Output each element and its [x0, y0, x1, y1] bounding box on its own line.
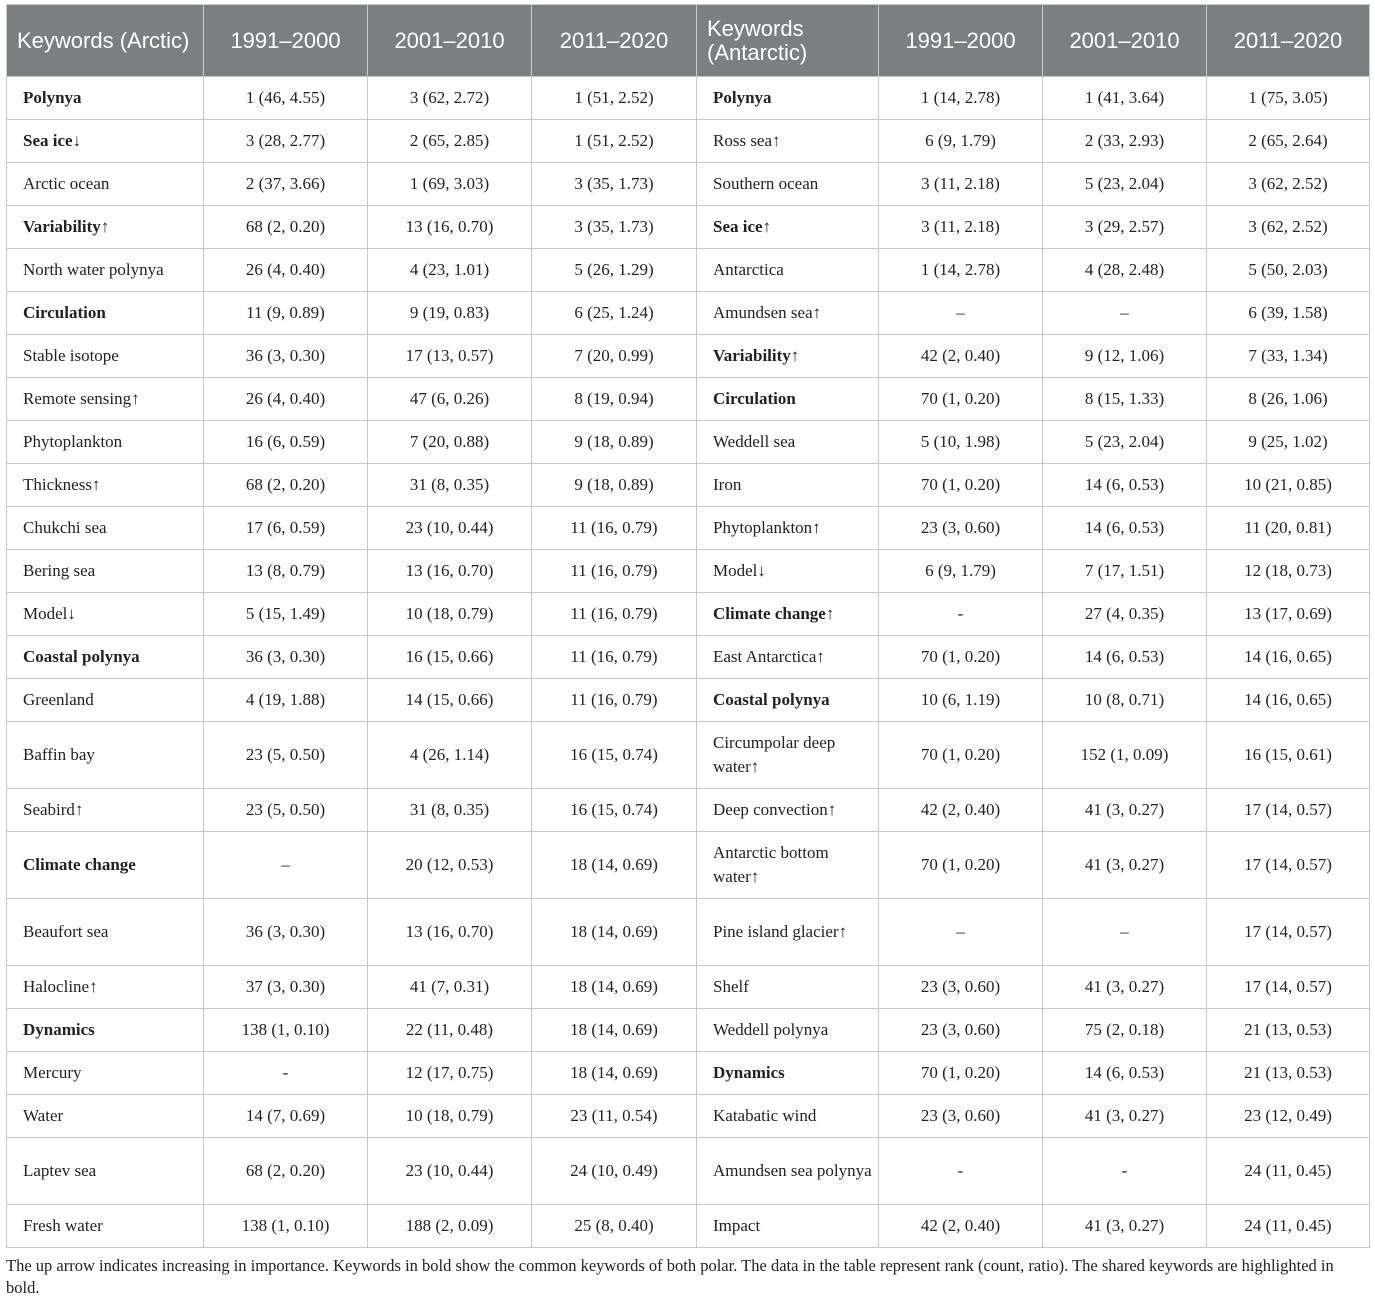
antarctic-2011-2020-cell: 6 (39, 1.58) — [1207, 292, 1370, 335]
header-keywords-arctic: Keywords (Arctic) — [7, 5, 204, 77]
antarctic-2011-2020-cell: 13 (17, 0.69) — [1207, 593, 1370, 636]
arctic-2011-2020-cell: 11 (16, 0.79) — [532, 507, 697, 550]
header-antarctic-1991-2000: 1991–2000 — [879, 5, 1043, 77]
arctic-keyword-cell: Baffin bay — [7, 722, 204, 789]
arctic-2001-2010-cell: 17 (13, 0.57) — [368, 335, 532, 378]
table-row — [7, 464, 1370, 507]
antarctic-2001-2010-cell: 41 (3, 0.27) — [1043, 832, 1207, 899]
table-row — [7, 593, 1370, 636]
table-row — [7, 206, 1370, 249]
table-row — [7, 507, 1370, 550]
antarctic-keyword-cell: Southern ocean — [697, 163, 879, 206]
antarctic-1991-2000-cell: 23 (3, 0.60) — [879, 1095, 1043, 1138]
table-row — [7, 789, 1370, 832]
antarctic-2001-2010-cell: 5 (23, 2.04) — [1043, 163, 1207, 206]
arctic-2011-2020-cell: 23 (11, 0.54) — [532, 1095, 697, 1138]
arctic-2001-2010-cell: 20 (12, 0.53) — [368, 832, 532, 899]
antarctic-keyword-cell: Variability↑ — [697, 335, 879, 378]
table-row — [7, 292, 1370, 335]
antarctic-1991-2000-cell: 5 (10, 1.98) — [879, 421, 1043, 464]
antarctic-2011-2020-cell: 3 (62, 2.52) — [1207, 206, 1370, 249]
arctic-1991-2000-cell: 138 (1, 0.10) — [204, 1205, 368, 1248]
antarctic-2011-2020-cell: 24 (11, 0.45) — [1207, 1138, 1370, 1205]
antarctic-2011-2020-cell: 24 (11, 0.45) — [1207, 1205, 1370, 1248]
arctic-2011-2020-cell: 5 (26, 1.29) — [532, 249, 697, 292]
antarctic-1991-2000-cell: – — [879, 899, 1043, 966]
arctic-2011-2020-cell: 9 (18, 0.89) — [532, 421, 697, 464]
table-footnote: The up arrow indicates increasing in importance. Keywords in bold show the common keywords of both polar. The data in the table represent rank (count, ratio). The shared keywords are highlighted in bold. — [6, 1256, 1334, 1297]
header-arctic-2001-2010: 2001–2010 — [368, 5, 532, 77]
antarctic-keyword-cell: Antarctic bottom water↑ — [697, 832, 879, 899]
arctic-2001-2010-cell: 13 (16, 0.70) — [368, 899, 532, 966]
arctic-1991-2000-cell: 11 (9, 0.89) — [204, 292, 368, 335]
arctic-keyword-cell: Laptev sea — [7, 1138, 204, 1205]
arctic-2001-2010-cell: 12 (17, 0.75) — [368, 1052, 532, 1095]
arctic-keyword-cell: Chukchi sea — [7, 507, 204, 550]
arctic-1991-2000-cell: 23 (5, 0.50) — [204, 789, 368, 832]
antarctic-2011-2020-cell: 9 (25, 1.02) — [1207, 421, 1370, 464]
arctic-keyword-cell: Dynamics — [7, 1009, 204, 1052]
antarctic-1991-2000-cell: 3 (11, 2.18) — [879, 206, 1043, 249]
table-row — [7, 77, 1370, 120]
table-row — [7, 1095, 1370, 1138]
table-row — [7, 679, 1370, 722]
arctic-2001-2010-cell: 31 (8, 0.35) — [368, 789, 532, 832]
arctic-1991-2000-cell: 2 (37, 3.66) — [204, 163, 368, 206]
antarctic-2011-2020-cell: 17 (14, 0.57) — [1207, 789, 1370, 832]
table-row — [7, 120, 1370, 163]
antarctic-2001-2010-cell: – — [1043, 899, 1207, 966]
arctic-2001-2010-cell: 16 (15, 0.66) — [368, 636, 532, 679]
antarctic-keyword-cell: Impact — [697, 1205, 879, 1248]
antarctic-1991-2000-cell: 70 (1, 0.20) — [879, 722, 1043, 789]
arctic-1991-2000-cell: 68 (2, 0.20) — [204, 464, 368, 507]
arctic-2011-2020-cell: 1 (51, 2.52) — [532, 77, 697, 120]
arctic-2011-2020-cell: 18 (14, 0.69) — [532, 1052, 697, 1095]
table-row — [7, 899, 1370, 966]
antarctic-2011-2020-cell: 12 (18, 0.73) — [1207, 550, 1370, 593]
arctic-2011-2020-cell: 1 (51, 2.52) — [532, 120, 697, 163]
header-arctic-1991-2000: 1991–2000 — [204, 5, 368, 77]
table-row — [7, 378, 1370, 421]
arctic-2001-2010-cell: 31 (8, 0.35) — [368, 464, 532, 507]
antarctic-1991-2000-cell: 70 (1, 0.20) — [879, 464, 1043, 507]
arctic-keyword-cell: Coastal polynya — [7, 636, 204, 679]
antarctic-keyword-cell: Antarctica — [697, 249, 879, 292]
arctic-2011-2020-cell: 11 (16, 0.79) — [532, 593, 697, 636]
arctic-keyword-cell: Arctic ocean — [7, 163, 204, 206]
keyword-table-container — [6, 4, 1369, 1248]
table-row — [7, 722, 1370, 789]
antarctic-2011-2020-cell: 11 (20, 0.81) — [1207, 507, 1370, 550]
arctic-2011-2020-cell: 6 (25, 1.24) — [532, 292, 697, 335]
arctic-1991-2000-cell: 36 (3, 0.30) — [204, 899, 368, 966]
arctic-2001-2010-cell: 2 (65, 2.85) — [368, 120, 532, 163]
arctic-1991-2000-cell: 3 (28, 2.77) — [204, 120, 368, 163]
arctic-keyword-cell: Remote sensing↑ — [7, 378, 204, 421]
arctic-1991-2000-cell: 1 (46, 4.55) — [204, 77, 368, 120]
arctic-2011-2020-cell: 3 (35, 1.73) — [532, 163, 697, 206]
arctic-2011-2020-cell: 9 (18, 0.89) — [532, 464, 697, 507]
antarctic-keyword-cell: Circumpolar deep water↑ — [697, 722, 879, 789]
table-row — [7, 1052, 1370, 1095]
arctic-2001-2010-cell: 13 (16, 0.70) — [368, 206, 532, 249]
antarctic-1991-2000-cell: 10 (6, 1.19) — [879, 679, 1043, 722]
antarctic-2001-2010-cell: 41 (3, 0.27) — [1043, 789, 1207, 832]
antarctic-keyword-cell: Weddell sea — [697, 421, 879, 464]
antarctic-keyword-cell: Pine island glacier↑ — [697, 899, 879, 966]
antarctic-1991-2000-cell: 23 (3, 0.60) — [879, 507, 1043, 550]
antarctic-1991-2000-cell: 70 (1, 0.20) — [879, 636, 1043, 679]
antarctic-2011-2020-cell: 16 (15, 0.61) — [1207, 722, 1370, 789]
arctic-1991-2000-cell: 36 (3, 0.30) — [204, 335, 368, 378]
antarctic-1991-2000-cell: 70 (1, 0.20) — [879, 832, 1043, 899]
antarctic-2011-2020-cell: 23 (12, 0.49) — [1207, 1095, 1370, 1138]
antarctic-keyword-cell: Dynamics — [697, 1052, 879, 1095]
antarctic-1991-2000-cell: 70 (1, 0.20) — [879, 1052, 1043, 1095]
arctic-2011-2020-cell: 16 (15, 0.74) — [532, 789, 697, 832]
arctic-2011-2020-cell: 18 (14, 0.69) — [532, 966, 697, 1009]
antarctic-2001-2010-cell: 14 (6, 0.53) — [1043, 636, 1207, 679]
antarctic-2001-2010-cell: 9 (12, 1.06) — [1043, 335, 1207, 378]
antarctic-1991-2000-cell: 1 (14, 2.78) — [879, 249, 1043, 292]
antarctic-keyword-cell: Model↓ — [697, 550, 879, 593]
antarctic-1991-2000-cell: 1 (14, 2.78) — [879, 77, 1043, 120]
arctic-2001-2010-cell: 41 (7, 0.31) — [368, 966, 532, 1009]
arctic-2001-2010-cell: 9 (19, 0.83) — [368, 292, 532, 335]
antarctic-1991-2000-cell: 6 (9, 1.79) — [879, 120, 1043, 163]
arctic-2001-2010-cell: 47 (6, 0.26) — [368, 378, 532, 421]
arctic-2001-2010-cell: 10 (18, 0.79) — [368, 1095, 532, 1138]
antarctic-1991-2000-cell: 42 (2, 0.40) — [879, 789, 1043, 832]
arctic-1991-2000-cell: 5 (15, 1.49) — [204, 593, 368, 636]
arctic-2001-2010-cell: 10 (18, 0.79) — [368, 593, 532, 636]
antarctic-keyword-cell: Iron — [697, 464, 879, 507]
antarctic-2011-2020-cell: 7 (33, 1.34) — [1207, 335, 1370, 378]
arctic-1991-2000-cell: 68 (2, 0.20) — [204, 1138, 368, 1205]
arctic-keyword-cell: Water — [7, 1095, 204, 1138]
arctic-keyword-cell: North water polynya — [7, 249, 204, 292]
arctic-2001-2010-cell: 14 (15, 0.66) — [368, 679, 532, 722]
antarctic-2001-2010-cell: 41 (3, 0.27) — [1043, 1205, 1207, 1248]
antarctic-2001-2010-cell: 2 (33, 2.93) — [1043, 120, 1207, 163]
antarctic-2011-2020-cell: 14 (16, 0.65) — [1207, 679, 1370, 722]
antarctic-2001-2010-cell: - — [1043, 1138, 1207, 1205]
antarctic-2011-2020-cell: 5 (50, 2.03) — [1207, 249, 1370, 292]
antarctic-1991-2000-cell: – — [879, 292, 1043, 335]
arctic-2011-2020-cell: 18 (14, 0.69) — [532, 899, 697, 966]
arctic-1991-2000-cell: 17 (6, 0.59) — [204, 507, 368, 550]
arctic-2011-2020-cell: 25 (8, 0.40) — [532, 1205, 697, 1248]
arctic-1991-2000-cell: 138 (1, 0.10) — [204, 1009, 368, 1052]
antarctic-keyword-cell: Amundsen sea polynya — [697, 1138, 879, 1205]
arctic-1991-2000-cell: - — [204, 1052, 368, 1095]
antarctic-2001-2010-cell: 27 (4, 0.35) — [1043, 593, 1207, 636]
arctic-1991-2000-cell: 37 (3, 0.30) — [204, 966, 368, 1009]
antarctic-1991-2000-cell: 6 (9, 1.79) — [879, 550, 1043, 593]
arctic-2011-2020-cell: 11 (16, 0.79) — [532, 679, 697, 722]
table-row — [7, 966, 1370, 1009]
antarctic-1991-2000-cell: 42 (2, 0.40) — [879, 1205, 1043, 1248]
arctic-2011-2020-cell: 7 (20, 0.99) — [532, 335, 697, 378]
arctic-keyword-cell: Sea ice↓ — [7, 120, 204, 163]
antarctic-2011-2020-cell: 21 (13, 0.53) — [1207, 1009, 1370, 1052]
antarctic-2001-2010-cell: 14 (6, 0.53) — [1043, 507, 1207, 550]
arctic-keyword-cell: Halocline↑ — [7, 966, 204, 1009]
antarctic-keyword-cell: Shelf — [697, 966, 879, 1009]
arctic-keyword-cell: Beaufort sea — [7, 899, 204, 966]
header-arctic-2011-2020: 2011–2020 — [532, 5, 697, 77]
antarctic-keyword-cell: Climate change↑ — [697, 593, 879, 636]
antarctic-2011-2020-cell: 10 (21, 0.85) — [1207, 464, 1370, 507]
table-header-row — [7, 5, 1370, 77]
antarctic-keyword-cell: Polynya — [697, 77, 879, 120]
arctic-keyword-cell: Climate change — [7, 832, 204, 899]
antarctic-2001-2010-cell: 14 (6, 0.53) — [1043, 1052, 1207, 1095]
arctic-1991-2000-cell: – — [204, 832, 368, 899]
arctic-1991-2000-cell: 4 (19, 1.88) — [204, 679, 368, 722]
table-body — [7, 77, 1370, 1248]
antarctic-keyword-cell: Coastal polynya — [697, 679, 879, 722]
antarctic-1991-2000-cell: 42 (2, 0.40) — [879, 335, 1043, 378]
arctic-keyword-cell: Seabird↑ — [7, 789, 204, 832]
arctic-2011-2020-cell: 11 (16, 0.79) — [532, 550, 697, 593]
arctic-1991-2000-cell: 26 (4, 0.40) — [204, 378, 368, 421]
arctic-2011-2020-cell: 8 (19, 0.94) — [532, 378, 697, 421]
antarctic-2001-2010-cell: 41 (3, 0.27) — [1043, 966, 1207, 1009]
arctic-1991-2000-cell: 16 (6, 0.59) — [204, 421, 368, 464]
arctic-2011-2020-cell: 18 (14, 0.69) — [532, 1009, 697, 1052]
arctic-1991-2000-cell: 14 (7, 0.69) — [204, 1095, 368, 1138]
antarctic-2001-2010-cell: 41 (3, 0.27) — [1043, 1095, 1207, 1138]
antarctic-2001-2010-cell: 7 (17, 1.51) — [1043, 550, 1207, 593]
arctic-2001-2010-cell: 7 (20, 0.88) — [368, 421, 532, 464]
arctic-keyword-cell: Model↓ — [7, 593, 204, 636]
arctic-keyword-cell: Greenland — [7, 679, 204, 722]
arctic-1991-2000-cell: 13 (8, 0.79) — [204, 550, 368, 593]
antarctic-2001-2010-cell: 4 (28, 2.48) — [1043, 249, 1207, 292]
arctic-keyword-cell: Stable isotope — [7, 335, 204, 378]
antarctic-2011-2020-cell: 2 (65, 2.64) — [1207, 120, 1370, 163]
antarctic-2001-2010-cell: 10 (8, 0.71) — [1043, 679, 1207, 722]
table-row — [7, 550, 1370, 593]
antarctic-keyword-cell: East Antarctica↑ — [697, 636, 879, 679]
arctic-1991-2000-cell: 36 (3, 0.30) — [204, 636, 368, 679]
antarctic-2011-2020-cell: 3 (62, 2.52) — [1207, 163, 1370, 206]
antarctic-2001-2010-cell: 3 (29, 2.57) — [1043, 206, 1207, 249]
antarctic-2011-2020-cell: 17 (14, 0.57) — [1207, 966, 1370, 1009]
arctic-2011-2020-cell: 11 (16, 0.79) — [532, 636, 697, 679]
antarctic-1991-2000-cell: 3 (11, 2.18) — [879, 163, 1043, 206]
antarctic-2001-2010-cell: 152 (1, 0.09) — [1043, 722, 1207, 789]
arctic-keyword-cell: Polynya — [7, 77, 204, 120]
arctic-keyword-cell: Mercury — [7, 1052, 204, 1095]
arctic-2001-2010-cell: 13 (16, 0.70) — [368, 550, 532, 593]
arctic-2001-2010-cell: 1 (69, 3.03) — [368, 163, 532, 206]
antarctic-2011-2020-cell: 1 (75, 3.05) — [1207, 77, 1370, 120]
antarctic-1991-2000-cell: 23 (3, 0.60) — [879, 1009, 1043, 1052]
arctic-keyword-cell: Phytoplankton — [7, 421, 204, 464]
arctic-2001-2010-cell: 4 (23, 1.01) — [368, 249, 532, 292]
table-row — [7, 636, 1370, 679]
arctic-2011-2020-cell: 24 (10, 0.49) — [532, 1138, 697, 1205]
antarctic-2001-2010-cell: 75 (2, 0.18) — [1043, 1009, 1207, 1052]
antarctic-2011-2020-cell: 8 (26, 1.06) — [1207, 378, 1370, 421]
antarctic-keyword-cell: Sea ice↑ — [697, 206, 879, 249]
arctic-1991-2000-cell: 68 (2, 0.20) — [204, 206, 368, 249]
antarctic-1991-2000-cell: - — [879, 593, 1043, 636]
antarctic-keyword-cell: Ross sea↑ — [697, 120, 879, 163]
antarctic-keyword-cell: Weddell polynya — [697, 1009, 879, 1052]
antarctic-keyword-cell: Amundsen sea↑ — [697, 292, 879, 335]
arctic-2001-2010-cell: 3 (62, 2.72) — [368, 77, 532, 120]
arctic-2001-2010-cell: 23 (10, 0.44) — [368, 507, 532, 550]
arctic-2011-2020-cell: 3 (35, 1.73) — [532, 206, 697, 249]
arctic-keyword-cell: Circulation — [7, 292, 204, 335]
antarctic-2011-2020-cell: 21 (13, 0.53) — [1207, 1052, 1370, 1095]
antarctic-2001-2010-cell: 1 (41, 3.64) — [1043, 77, 1207, 120]
antarctic-2011-2020-cell: 17 (14, 0.57) — [1207, 899, 1370, 966]
table-row — [7, 335, 1370, 378]
arctic-keyword-cell: Fresh water — [7, 1205, 204, 1248]
table-row — [7, 1138, 1370, 1205]
antarctic-2001-2010-cell: 14 (6, 0.53) — [1043, 464, 1207, 507]
antarctic-2001-2010-cell: 8 (15, 1.33) — [1043, 378, 1207, 421]
table-row — [7, 163, 1370, 206]
antarctic-2011-2020-cell: 17 (14, 0.57) — [1207, 832, 1370, 899]
arctic-1991-2000-cell: 26 (4, 0.40) — [204, 249, 368, 292]
antarctic-2001-2010-cell: – — [1043, 292, 1207, 335]
antarctic-keyword-cell: Phytoplankton↑ — [697, 507, 879, 550]
arctic-2001-2010-cell: 22 (11, 0.48) — [368, 1009, 532, 1052]
arctic-keyword-cell: Bering sea — [7, 550, 204, 593]
antarctic-keyword-cell: Katabatic wind — [697, 1095, 879, 1138]
arctic-1991-2000-cell: 23 (5, 0.50) — [204, 722, 368, 789]
table-row — [7, 1205, 1370, 1248]
antarctic-1991-2000-cell: 23 (3, 0.60) — [879, 966, 1043, 1009]
arctic-2001-2010-cell: 23 (10, 0.44) — [368, 1138, 532, 1205]
table-row — [7, 1009, 1370, 1052]
header-keywords-antarctic: Keywords (Antarctic) — [697, 5, 879, 77]
table-row — [7, 421, 1370, 464]
antarctic-2001-2010-cell: 5 (23, 2.04) — [1043, 421, 1207, 464]
header-antarctic-2011-2020: 2011–2020 — [1207, 5, 1370, 77]
antarctic-keyword-cell: Deep convection↑ — [697, 789, 879, 832]
arctic-2001-2010-cell: 188 (2, 0.09) — [368, 1205, 532, 1248]
arctic-2011-2020-cell: 18 (14, 0.69) — [532, 832, 697, 899]
antarctic-keyword-cell: Circulation — [697, 378, 879, 421]
keyword-rank-table — [6, 4, 1370, 1248]
antarctic-1991-2000-cell: - — [879, 1138, 1043, 1205]
antarctic-1991-2000-cell: 70 (1, 0.20) — [879, 378, 1043, 421]
arctic-keyword-cell: Variability↑ — [7, 206, 204, 249]
arctic-2011-2020-cell: 16 (15, 0.74) — [532, 722, 697, 789]
antarctic-2011-2020-cell: 14 (16, 0.65) — [1207, 636, 1370, 679]
table-row — [7, 832, 1370, 899]
header-antarctic-2001-2010: 2001–2010 — [1043, 5, 1207, 77]
table-row — [7, 249, 1370, 292]
arctic-keyword-cell: Thickness↑ — [7, 464, 204, 507]
arctic-2001-2010-cell: 4 (26, 1.14) — [368, 722, 532, 789]
